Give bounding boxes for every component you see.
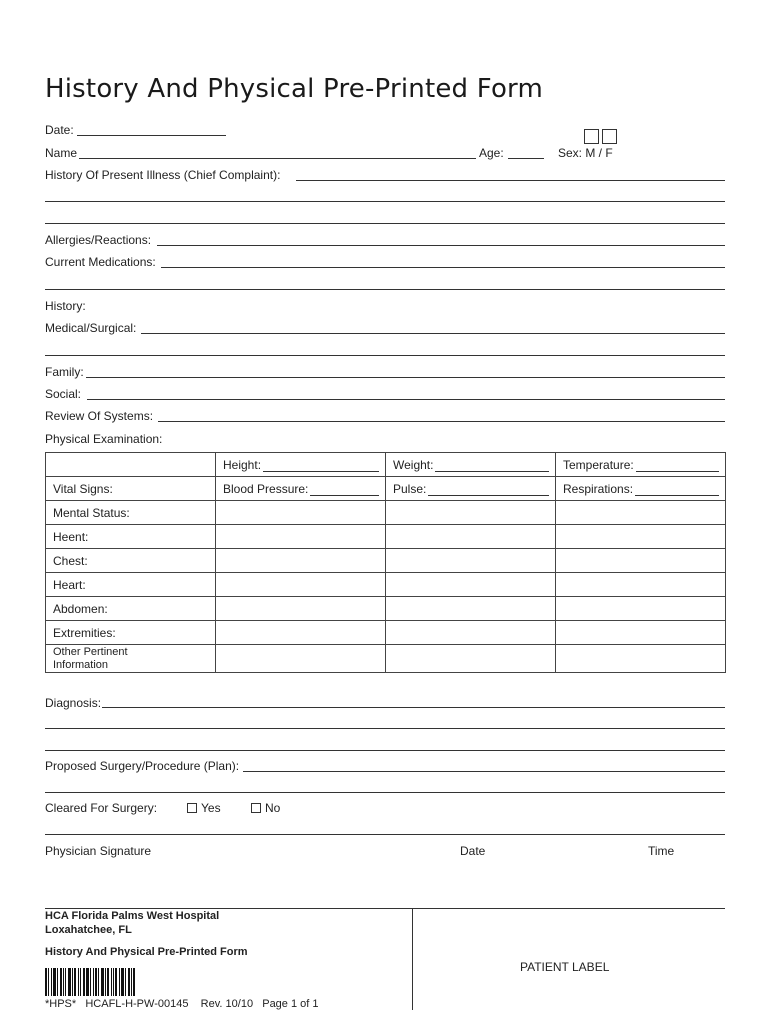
review-of-systems-field[interactable] xyxy=(158,421,725,422)
barcode-icon xyxy=(45,968,147,996)
table-row xyxy=(46,597,726,621)
table-cell[interactable] xyxy=(556,501,726,525)
family-field[interactable] xyxy=(86,377,725,378)
family-label: Family: xyxy=(45,365,84,379)
respirations-cell[interactable] xyxy=(556,477,726,501)
respirations-field[interactable] xyxy=(635,484,719,496)
blood-pressure-label: Blood Pressure: xyxy=(223,481,309,496)
table-row xyxy=(46,573,726,597)
table-cell[interactable] xyxy=(556,645,726,673)
cleared-label: Cleared For Surgery: xyxy=(45,801,158,815)
medical-surgical-field[interactable] xyxy=(141,333,725,334)
allergies-field[interactable] xyxy=(157,245,725,246)
blood-pressure-field[interactable] xyxy=(310,484,379,496)
table-cell[interactable] xyxy=(216,597,386,621)
other-pertinent-text: Other Pertinent Information xyxy=(53,645,128,671)
hospital-location: Loxahatchee, FL xyxy=(45,924,132,936)
age-field[interactable] xyxy=(508,158,544,159)
allergies-label: Allergies/Reactions: xyxy=(45,233,152,247)
table-row xyxy=(46,645,726,673)
plan-field[interactable] xyxy=(243,771,725,772)
form-title: History And Physical Pre-Printed Form xyxy=(45,74,544,104)
sex-male-checkbox[interactable] xyxy=(584,129,599,144)
table-row xyxy=(46,501,726,525)
age-label: Age: xyxy=(479,146,504,160)
plan-label: Proposed Surgery/Procedure (Plan): xyxy=(45,759,240,773)
physical-exam-label: Physical Examination: xyxy=(45,432,163,446)
pulse-label: Pulse: xyxy=(393,481,427,496)
table-cell[interactable] xyxy=(216,621,386,645)
diagnosis-field[interactable] xyxy=(102,707,725,708)
height-field[interactable] xyxy=(263,460,379,472)
physical-exam-table xyxy=(45,452,726,673)
sex-female-checkbox[interactable] xyxy=(602,129,617,144)
cleared-no-option[interactable] xyxy=(251,801,280,815)
mental-status-label: Mental Status: xyxy=(46,501,216,525)
table-cell[interactable] xyxy=(386,501,556,525)
medical-surgical-line-2[interactable] xyxy=(45,355,725,356)
table-cell[interactable] xyxy=(386,525,556,549)
table-row xyxy=(46,549,726,573)
table-row xyxy=(46,453,726,477)
plan-line-2[interactable] xyxy=(45,792,725,793)
social-label: Social: xyxy=(45,387,82,401)
temperature-label: Temperature: xyxy=(563,457,634,472)
medications-label: Current Medications: xyxy=(45,255,156,269)
table-cell[interactable] xyxy=(216,645,386,673)
date-field[interactable] xyxy=(77,135,226,136)
no-checkbox[interactable] xyxy=(251,803,261,813)
extremities-label: Extremities: xyxy=(46,621,216,645)
diagnosis-line-3[interactable] xyxy=(45,750,725,751)
respirations-label: Respirations: xyxy=(563,481,634,496)
weight-cell[interactable] xyxy=(386,453,556,477)
other-pertinent-label xyxy=(46,645,216,673)
footer-divider xyxy=(412,908,413,1010)
table-row xyxy=(46,621,726,645)
table-cell xyxy=(46,453,216,477)
medications-field[interactable] xyxy=(161,267,725,268)
no-label: No xyxy=(265,801,281,815)
weight-field[interactable] xyxy=(435,460,549,472)
weight-label: Weight: xyxy=(393,457,434,472)
review-of-systems-label: Review Of Systems: xyxy=(45,409,154,423)
table-cell[interactable] xyxy=(216,549,386,573)
name-label: Name xyxy=(45,146,78,160)
physician-signature-label: Physician Signature xyxy=(45,844,152,858)
table-cell[interactable] xyxy=(386,621,556,645)
diagnosis-label: Diagnosis: xyxy=(45,696,102,710)
sex-label: Sex: M / F xyxy=(558,146,613,160)
yes-checkbox[interactable] xyxy=(187,803,197,813)
temperature-cell[interactable] xyxy=(556,453,726,477)
yes-label: Yes xyxy=(201,801,221,815)
table-cell[interactable] xyxy=(386,597,556,621)
signature-line[interactable] xyxy=(45,834,725,835)
table-cell[interactable] xyxy=(556,549,726,573)
table-cell[interactable] xyxy=(216,573,386,597)
date-label: Date: xyxy=(45,123,74,137)
height-label: Height: xyxy=(223,457,262,472)
footer-form-name: History And Physical Pre-Printed Form xyxy=(45,946,248,958)
table-cell[interactable] xyxy=(216,501,386,525)
pulse-field[interactable] xyxy=(428,484,549,496)
cleared-yes-option[interactable] xyxy=(187,801,221,815)
table-cell[interactable] xyxy=(386,573,556,597)
hpi-label: History Of Present Illness (Chief Complaint): xyxy=(45,168,281,182)
social-field[interactable] xyxy=(87,399,725,400)
patient-label: PATIENT LABEL xyxy=(520,960,610,974)
form-code: *HPS* HCAFL-H-PW-00145 Rev. 10/10 Page 1 of 1 xyxy=(45,998,319,1010)
name-field[interactable] xyxy=(79,158,476,159)
table-cell[interactable] xyxy=(386,645,556,673)
diagnosis-line-2[interactable] xyxy=(45,728,725,729)
heart-label: Heart: xyxy=(46,573,216,597)
height-cell[interactable] xyxy=(216,453,386,477)
medications-line-2[interactable] xyxy=(45,289,725,290)
heent-label: Heent: xyxy=(46,525,216,549)
table-cell[interactable] xyxy=(216,525,386,549)
table-cell[interactable] xyxy=(556,573,726,597)
signature-time-label: Time xyxy=(648,844,675,858)
hospital-name: HCA Florida Palms West Hospital xyxy=(45,910,220,922)
table-row xyxy=(46,525,726,549)
table-row xyxy=(46,477,726,501)
vital-signs-label: Vital Signs: xyxy=(46,477,216,501)
chest-label: Chest: xyxy=(46,549,216,573)
history-label: History: xyxy=(45,299,86,313)
temperature-field[interactable] xyxy=(636,460,719,472)
footer-top-line xyxy=(45,908,725,909)
table-cell[interactable] xyxy=(556,621,726,645)
table-cell[interactable] xyxy=(556,597,726,621)
table-cell[interactable] xyxy=(556,525,726,549)
table-cell[interactable] xyxy=(386,549,556,573)
signature-date-label: Date xyxy=(460,844,486,858)
hpi-field[interactable] xyxy=(296,180,725,181)
medical-surgical-label: Medical/Surgical: xyxy=(45,321,137,335)
hpi-line-2[interactable] xyxy=(45,201,725,202)
blood-pressure-cell[interactable] xyxy=(216,477,386,501)
abdomen-label: Abdomen: xyxy=(46,597,216,621)
pulse-cell[interactable] xyxy=(386,477,556,501)
hpi-line-3[interactable] xyxy=(45,223,725,224)
